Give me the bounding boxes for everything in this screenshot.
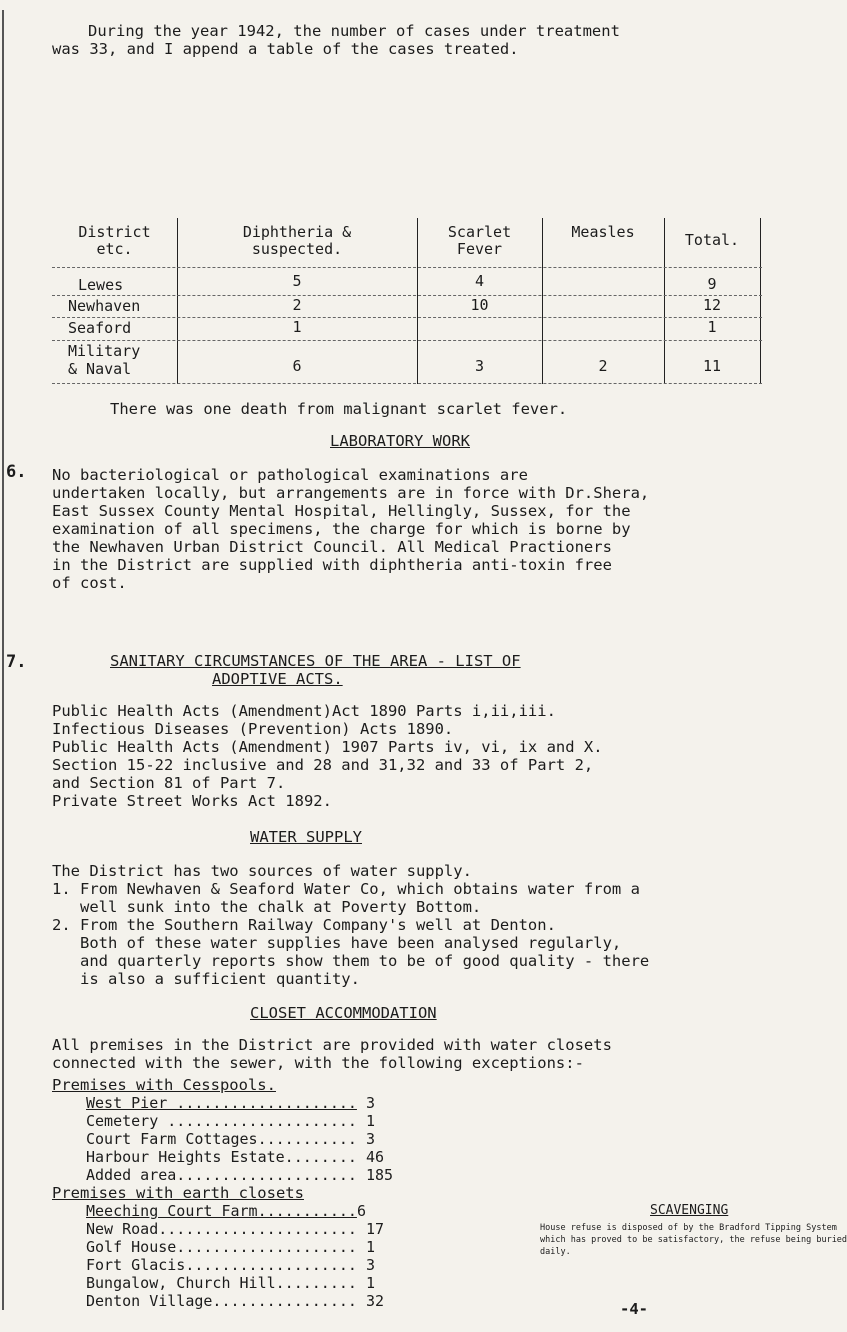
item-count: 32	[365, 1292, 385, 1310]
table-divider	[760, 218, 761, 384]
table-rule	[52, 340, 762, 341]
item-name: Added area....................	[86, 1166, 357, 1184]
list-item	[86, 1238, 375, 1256]
header-total: Total.	[684, 231, 740, 249]
item-count: 46	[365, 1148, 385, 1166]
row-diphtheria: 1	[292, 318, 302, 336]
list-item	[86, 1112, 375, 1130]
item-name: Denton Village................	[86, 1292, 357, 1310]
list-item	[86, 1256, 375, 1274]
row-total: 1	[707, 318, 717, 336]
table-rule	[52, 317, 762, 318]
item-name: West Pier ....................	[86, 1094, 357, 1112]
death-note: There was one death from malignant scarlet fever.	[110, 400, 568, 418]
list-item	[86, 1148, 384, 1166]
adoptive-acts-list: Public Health Acts (Amendment)Act 1890 Parts i,ii,iii. Infectious Diseases (Prevention) Acts 1890. Public Health Acts (Amendment) 1907 Parts iv, vi, ix and X. Section 15-22 inclusive and 28 and 31,32 and 33 of Part 2, and Section 81 of Part 7. Private Street Works Act 1892.	[52, 702, 603, 810]
item-name: Bungalow, Church Hill.........	[86, 1274, 357, 1292]
header-district: District etc.	[78, 223, 151, 258]
earth-closets-heading: Premises with earth closets	[52, 1184, 304, 1202]
row-total: 9	[707, 275, 717, 293]
item-count: 3	[365, 1094, 375, 1112]
sanitary-heading-2: ADOPTIVE ACTS.	[212, 670, 343, 688]
row-diphtheria: 6	[292, 357, 302, 375]
row-district: Seaford	[68, 319, 132, 337]
row-measles: 2	[598, 357, 608, 375]
list-item	[86, 1094, 375, 1112]
section-number-7: 7.	[6, 652, 27, 672]
item-name: Cemetery .....................	[86, 1112, 357, 1130]
header-diphtheria: Diphtheria & suspected.	[242, 223, 352, 258]
item-name: Golf House....................	[86, 1238, 357, 1256]
row-district: Military & Naval	[68, 342, 141, 378]
list-item	[86, 1202, 366, 1220]
item-name: New Road......................	[86, 1220, 357, 1238]
lab-text: No bacteriological or pathological examinations are undertaken locally, but arrangements are in force with Dr.Shera, East Sussex County Mental Hospital, Hellingly, Sussex, for the examination of all specimens, the charge for which is borne by the Newhaven Urban District Council. All Medical Practioners in the District are supplied with diphtheria anti-toxin free of cost.	[52, 466, 650, 592]
item-count: 6	[356, 1202, 366, 1220]
item-count: 1	[365, 1112, 375, 1130]
intro-line-2: was 33, and I append a table of the cases treated.	[52, 40, 519, 58]
row-diphtheria: 5	[292, 272, 302, 290]
scavenging-heading: SCAVENGING	[650, 1203, 729, 1218]
list-item	[86, 1130, 375, 1148]
water-heading: WATER SUPPLY	[250, 828, 362, 846]
table-rule	[52, 295, 762, 296]
cesspools-heading: Premises with Cesspools.	[52, 1076, 276, 1094]
row-diphtheria: 2	[292, 296, 302, 314]
header-scarlet: Scarlet Fever	[447, 223, 512, 258]
lab-heading: LABORATORY WORK	[330, 432, 470, 450]
closet-heading: CLOSET ACCOMMODATION	[250, 1004, 437, 1022]
intro-line-1: During the year 1942, the number of cases under treatment	[88, 22, 620, 40]
header-measles: Measles	[571, 223, 635, 241]
item-count: 3	[365, 1256, 375, 1274]
item-name: Fort Glacis...................	[86, 1256, 357, 1274]
cases-table	[52, 218, 762, 384]
item-count: 1	[365, 1274, 375, 1292]
scavenging-text: House refuse is disposed of by the Bradford Tipping System which has proved to be satisfactory, the refuse being buried daily.	[540, 1223, 847, 1257]
item-count: 185	[365, 1166, 394, 1184]
row-total: 12	[702, 296, 722, 314]
page-edge-line	[2, 10, 4, 1310]
table-rule	[52, 383, 762, 384]
water-text: The District has two sources of water supply. 1. From Newhaven & Seaford Water Co, which obtains water from a well sunk into the chalk at Poverty Bottom. 2. From the Southern Railway Company's well at Denton. Both of these water supplies have been analysed regularly, and quarterly reports show them to be of good quality - there is also a sufficient quantity.	[52, 862, 650, 988]
row-total: 11	[702, 357, 722, 375]
row-scarlet: 10	[470, 296, 489, 314]
closet-text: All premises in the District are provided with water closets connected with the sewer, with the following exceptions:-	[52, 1036, 612, 1072]
section-number-6: 6.	[6, 462, 27, 482]
item-name: Meeching Court Farm...........	[86, 1202, 357, 1220]
row-scarlet: 4	[474, 272, 485, 290]
list-item	[86, 1166, 393, 1184]
list-item	[86, 1292, 384, 1310]
list-item	[86, 1220, 384, 1238]
list-item	[86, 1274, 375, 1292]
item-count: 3	[365, 1130, 375, 1148]
item-count: 17	[365, 1220, 385, 1238]
row-scarlet: 3	[474, 357, 485, 375]
row-district: Lewes	[78, 276, 124, 294]
table-rule	[52, 267, 762, 268]
sanitary-heading: SANITARY CIRCUMSTANCES OF THE AREA - LIST OF	[110, 652, 521, 670]
row-district: Newhaven	[68, 297, 141, 315]
item-name: Harbour Heights Estate........	[86, 1148, 357, 1166]
item-name: Court Farm Cottages...........	[86, 1130, 357, 1148]
page-number: -4-	[620, 1300, 648, 1318]
item-count: 1	[365, 1238, 375, 1256]
